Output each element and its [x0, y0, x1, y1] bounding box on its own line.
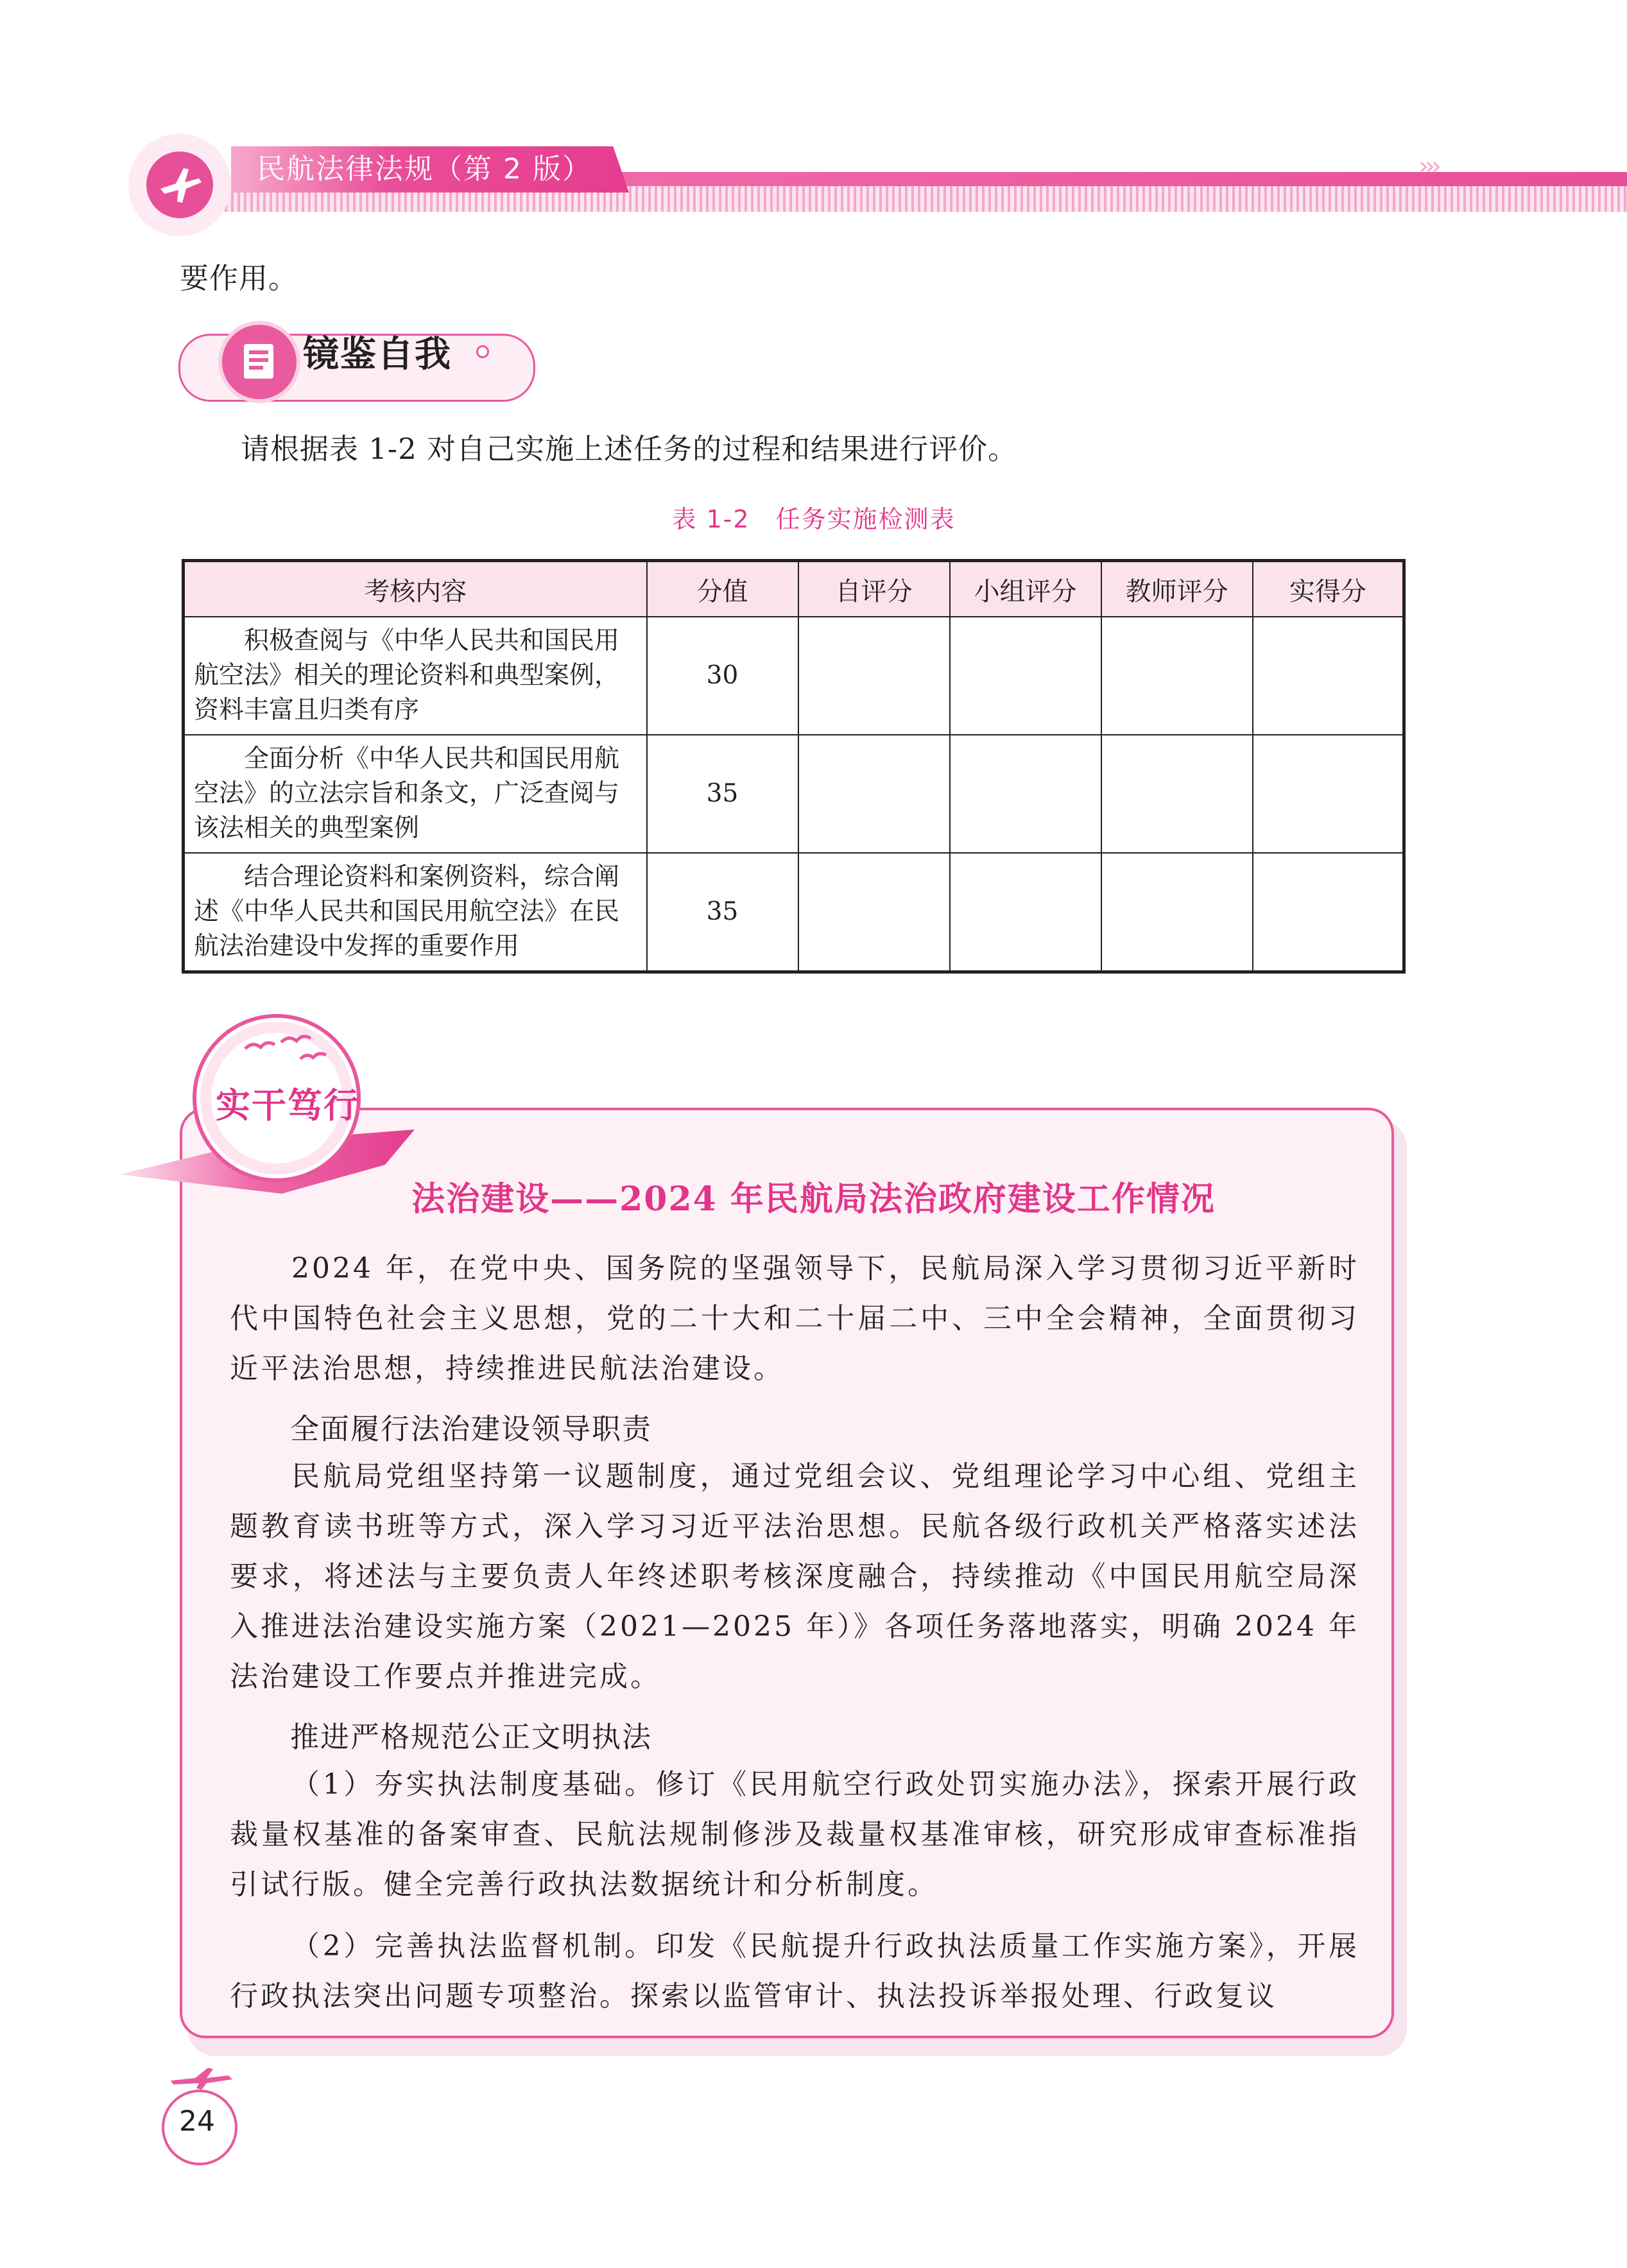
book-title: 民航法律法规（第 2 版）	[257, 153, 592, 185]
self-score-cell[interactable]	[798, 735, 950, 853]
section-title: 镜鉴自我	[303, 334, 452, 375]
page-number: 24	[179, 2105, 215, 2138]
table-row	[184, 853, 1404, 972]
header-cell-final: 实得分	[1253, 561, 1404, 617]
banner-dot	[476, 345, 489, 358]
header-cell-score: 分值	[647, 561, 798, 617]
paragraph: 民航局党组坚持第一议题制度，通过党组会议、党组理论学习中心组、党组主题教育读书班等方式，深入学习习近平法治思想。民航各级行政机关严格落实述法要求，将述法与主要负责人年终述职考核深度融合，持续推动《中国民用航空局深入推进法治建设实施方案（2021—2025 年）》各项任务落地落实，明确 2024 年法治建设工作要点并推进完成。	[230, 1460, 1359, 1693]
self-score-cell[interactable]	[798, 853, 950, 972]
paragraph: （2）完善执法监督机制。印发《民航提升行政执法质量工作实施方案》，开展行政执法突出问题专项整治。探索以监管审计、执法投诉举报处理、行政复议	[230, 1930, 1359, 2013]
intro-tail-text: 要作用。	[180, 261, 298, 295]
group-score-cell[interactable]	[950, 735, 1101, 853]
birds-icon	[239, 1029, 335, 1074]
article-paragraph-3	[230, 1760, 1359, 1910]
header-cell-teacher: 教师评分	[1101, 561, 1253, 617]
final-score-cell[interactable]	[1253, 617, 1404, 735]
table-caption: 表 1-2 任务实施检测表	[671, 505, 956, 533]
teacher-score-cell[interactable]	[1101, 617, 1253, 735]
row-score: 30	[647, 617, 798, 735]
table-row	[184, 735, 1404, 853]
instruction-text: 请根据表 1-2 对自己实施上述任务的过程和结果进行评价。	[241, 432, 1018, 466]
header-cell-content: 考核内容	[184, 561, 647, 617]
self-score-cell[interactable]	[798, 617, 950, 735]
row-content: 积极查阅与《中华人民共和国民用航空法》相关的理论资料和典型案例，资料丰富且归类有序	[184, 617, 647, 735]
table-header-row	[184, 561, 1404, 617]
evaluation-table	[182, 559, 1406, 974]
article-paragraph-4	[230, 1921, 1359, 2022]
book-stack-icon	[218, 321, 300, 403]
row-content: 结合理论资料和案例资料，综合阐述《中华人民共和国民用航空法》在民航法治建设中发挥的重要作用	[184, 853, 647, 972]
plane-logo-icon	[146, 151, 213, 218]
teacher-score-cell[interactable]	[1101, 735, 1253, 853]
paragraph: （1）夯实执法制度基础。修订《民用航空行政处罚实施办法》，探索开展行政裁量权基准的备案审查、民航法规制修涉及裁量权基准审核，研究形成审查标准指引试行版。健全完善行政执法数据统计和分析制度。	[230, 1768, 1359, 1901]
article-paragraph-1	[230, 1244, 1359, 1394]
practice-badge-title: 实干笃行	[216, 1085, 359, 1126]
article-heading-2: 推进严格规范公正文明执法	[290, 1720, 653, 1754]
final-score-cell[interactable]	[1253, 853, 1404, 972]
article-heading-1: 全面履行法治建设领导职责	[290, 1412, 653, 1446]
article-paragraph-2	[230, 1452, 1359, 1702]
table-row	[184, 617, 1404, 735]
paragraph: 2024 年，在党中央、国务院的坚强领导下，民航局深入学习贯彻习近平新时代中国特色社会主义思想，党的二十大和二十届二中、三中全会精神，全面贯彻习近平法治思想，持续推进民航法治建设。	[230, 1252, 1359, 1385]
row-content: 全面分析《中华人民共和国民用航空法》的立法宗旨和条文，广泛查阅与该法相关的典型案例	[184, 735, 647, 853]
final-score-cell[interactable]	[1253, 735, 1404, 853]
header-cell-self: 自评分	[798, 561, 950, 617]
row-score: 35	[647, 853, 798, 972]
group-score-cell[interactable]	[950, 853, 1101, 972]
header-cell-group: 小组评分	[950, 561, 1101, 617]
group-score-cell[interactable]	[950, 617, 1101, 735]
teacher-score-cell[interactable]	[1101, 853, 1253, 972]
article-title: 法治建设——2024 年民航局法治政府建设工作情况	[411, 1180, 1216, 1219]
row-score: 35	[647, 735, 798, 853]
chevrons-icon: ›››	[1418, 151, 1438, 181]
header-bar	[578, 172, 1627, 186]
